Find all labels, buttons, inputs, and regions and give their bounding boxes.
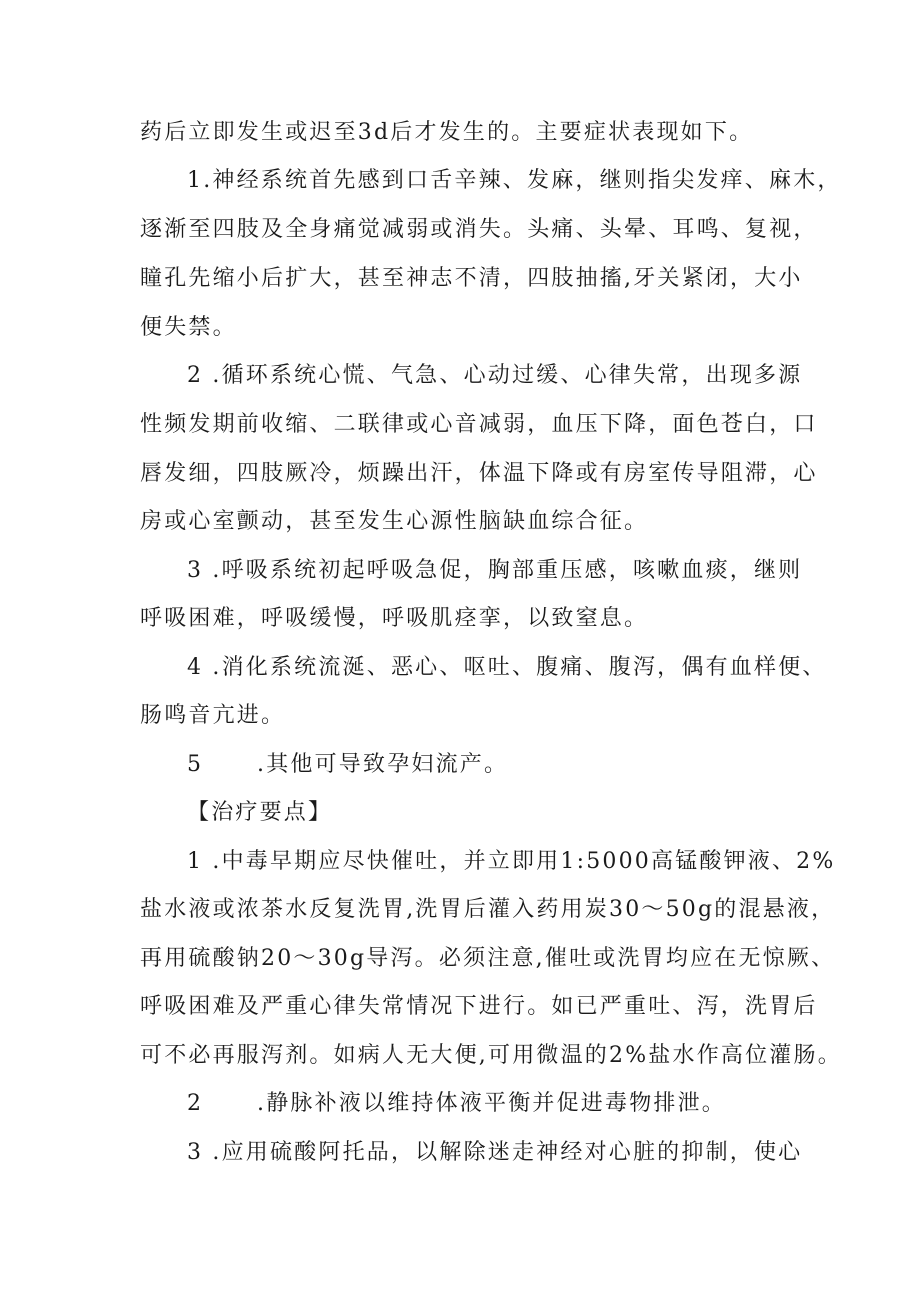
text-line: 呼吸困难，呼吸缓慢，呼吸肌痉挛，以致窒息。 (140, 606, 649, 631)
text-line: 可不必再服泻剂。如病人无大便,可用微温的2%盐水作高位灌肠。 (140, 1043, 842, 1068)
text-line: 1.神经系统首先感到口舌辛辣、发麻，继则指尖发痒、麻木， (187, 168, 842, 193)
item-number: 2 (187, 1091, 201, 1116)
text-line: 1 .中毒早期应尽快催吐，并立即用1:5000高锰酸钾液、2% (187, 849, 836, 874)
text-line (187, 748, 847, 782)
item-text: .其他可导致孕妇流产。 (257, 752, 509, 777)
text-line: 再用硫酸钠20～30g导泻。必须注意,催吐或洗胃均应在无惊厥、 (140, 946, 836, 971)
item-number: 5 (187, 752, 201, 777)
text-line: 4 .消化系统流涎、恶心、呕吐、腹痛、腹泻，偶有血样便、 (187, 655, 827, 680)
text-line: 2 .循环系统心慌、气急、心动过缓、心律失常，出现多源 (187, 363, 803, 388)
text-line: 呼吸困难及严重心律失常情况下进行。如已严重吐、泻，洗胃后 (140, 994, 818, 1019)
text-line: 唇发细，四肢厥冷，烦躁出汗，体温下降或有房室传导阻滞，心 (140, 461, 818, 486)
text-line (187, 1087, 847, 1121)
text-line: 药后立即发生或迟至3d后才发生的。主要症状表现如下。 (140, 120, 754, 145)
text-line: 逐渐至四肢及全身痛觉减弱或消失。头痛、头晕、耳鸣、复视， (140, 217, 818, 242)
section-heading: 【治疗要点】 (187, 800, 333, 825)
text-line: 3 .应用硫酸阿托品，以解除迷走神经对心脏的抑制，使心 (187, 1140, 803, 1165)
text-line: 瞳孔先缩小后扩大，甚至神志不清，四肢抽搐,牙关紧闭，大小 (140, 266, 803, 291)
text-line: 肠鸣音亢进。 (140, 703, 286, 728)
text-line: 盐水液或浓茶水反复洗胃,洗胃后灌入药用炭30～50g的混悬液， (140, 897, 836, 922)
text-line: 性频发期前收缩、二联律或心音减弱，血压下降，面色苍白，口 (140, 412, 818, 437)
text-line: 3 .呼吸系统初起呼吸急促，胸部重压感，咳嗽血痰，继则 (187, 558, 803, 583)
text-line: 便失禁。 (140, 315, 237, 340)
item-text: .静脉补液以维持体液平衡并促进毒物排泄。 (257, 1091, 726, 1116)
text-line: 房或心室颤动，甚至发生心源性脑缺血综合征。 (140, 509, 649, 534)
